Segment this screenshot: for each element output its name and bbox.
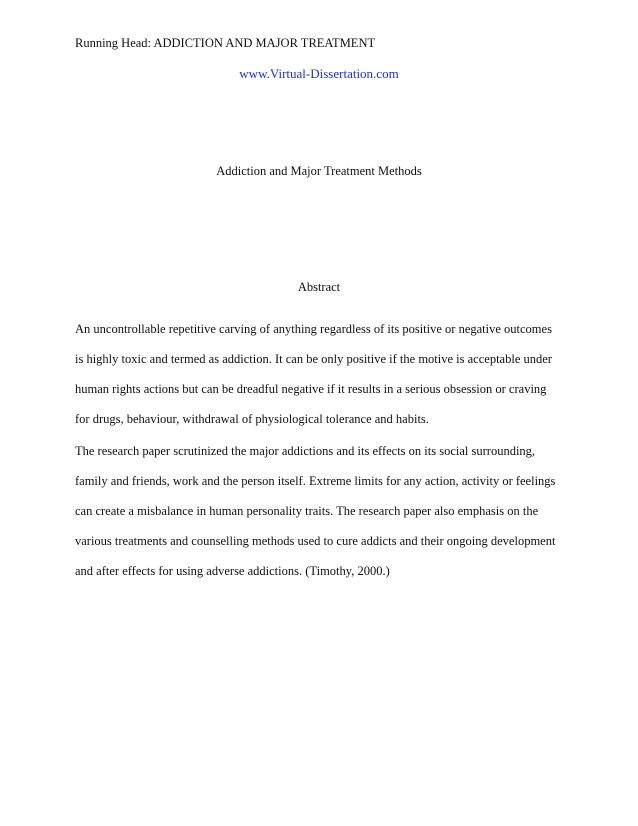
paragraph-line: human rights actions but can be dreadful negative if it results in a serious obsession or craving	[75, 382, 547, 396]
paragraph-line: and after effects for using adverse addictions. (Timothy, 2000.)	[75, 564, 390, 578]
website-link[interactable]: www.Virtual-Dissertation.com	[239, 66, 399, 81]
paragraph-line: is highly toxic and termed as addiction. It can be only positive if the motive is acceptable under	[75, 352, 552, 366]
abstract-paragraph-2	[75, 436, 575, 586]
paragraph-line: The research paper scrutinized the major addictions and its effects on its social surrounding,	[75, 444, 536, 458]
paragraph-line: various treatments and counselling methods used to cure addicts and their ongoing development	[75, 534, 556, 548]
running-head: Running Head: ADDICTION AND MAJOR TREATMENT	[75, 36, 376, 50]
paragraph-line: can create a misbalance in human personality traits. The research paper also emphasis on the	[75, 504, 539, 518]
abstract-paragraph-1	[75, 314, 575, 434]
document-title: Addiction and Major Treatment Methods	[216, 164, 422, 178]
paragraph-line: family and friends, work and the person itself. Extreme limits for any action, activity or feelings	[75, 474, 556, 488]
abstract-heading: Abstract	[297, 280, 341, 294]
paragraph-line: for drugs, behaviour, withdrawal of physiological tolerance and habits.	[75, 412, 429, 426]
paragraph-line: An uncontrollable repetitive carving of anything regardless of its positive or negative outcomes	[75, 322, 552, 336]
